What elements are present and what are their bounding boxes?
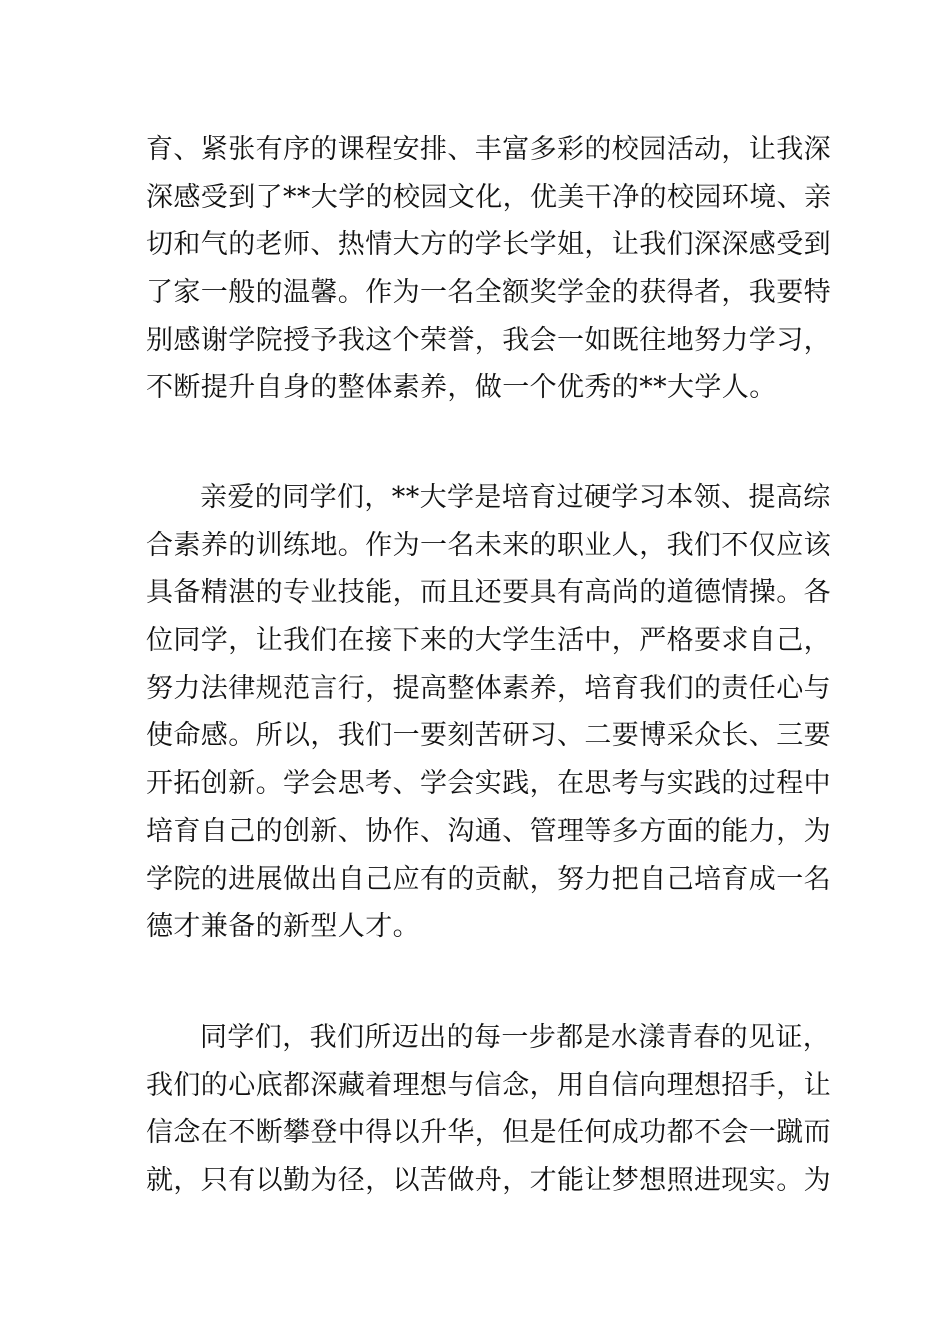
paragraph-3	[146, 1014, 831, 1205]
paragraph-line: 学院的进展做出自己应有的贡献，努力把自己培育成一名	[146, 863, 831, 895]
paragraph-line: 别感谢学院授予我这个荣誉，我会一如既往地努力学习，	[146, 324, 831, 356]
paragraph-line: 信念在不断攀登中得以升华，但是任何成功都不会一蹴而	[146, 1117, 831, 1149]
paragraph-line: 德才兼备的新型人才。	[146, 911, 420, 943]
paragraph-line: 深感受到了**大学的校园文化，优美干净的校园环境、亲	[146, 181, 832, 213]
paragraph-line: 同学们，我们所迈出的每一步都是水漾青春的见证，	[200, 1022, 831, 1053]
paragraph-line: 努力法律规范言行，提高整体素养，培育我们的责任心与	[146, 672, 831, 704]
paragraph-2	[146, 474, 831, 951]
paragraph-line: 了家一般的温馨。作为一名全额奖学金的获得者，我要特	[146, 277, 831, 309]
paragraph-1	[146, 126, 832, 412]
paragraph-line: 位同学，让我们在接下来的大学生活中，严格要求自己，	[146, 625, 831, 657]
paragraph-line: 亲爱的同学们，**大学是培育过硬学习本领、提高综	[200, 482, 831, 513]
paragraph-line: 我们的心底都深藏着理想与信念，用自信向理想招手，让	[146, 1069, 831, 1101]
paragraph-line: 使命感。所以，我们一要刻苦研习、二要博采众长、三要	[146, 720, 831, 752]
paragraph-line: 培育自己的创新、协作、沟通、管理等多方面的能力，为	[146, 815, 831, 847]
paragraph-line: 不断提升自身的整体素养，做一个优秀的**大学人。	[146, 372, 777, 404]
paragraph-line: 具备精湛的专业技能，而且还要具有高尚的道德情操。各	[146, 577, 831, 609]
paragraph-line: 育、紧张有序的课程安排、丰富多彩的校园活动，让我深	[146, 134, 831, 165]
paragraph-line: 开拓创新。学会思考、学会实践，在思考与实践的过程中	[146, 768, 831, 800]
paragraph-line: 合素养的训练地。作为一名未来的职业人，我们不仅应该	[146, 529, 831, 561]
paragraph-line: 切和气的老师、热情大方的学长学姐，让我们深深感受到	[146, 229, 831, 261]
paragraph-line: 就，只有以勤为径，以苦做舟，才能让梦想照进现实。为	[146, 1165, 831, 1197]
